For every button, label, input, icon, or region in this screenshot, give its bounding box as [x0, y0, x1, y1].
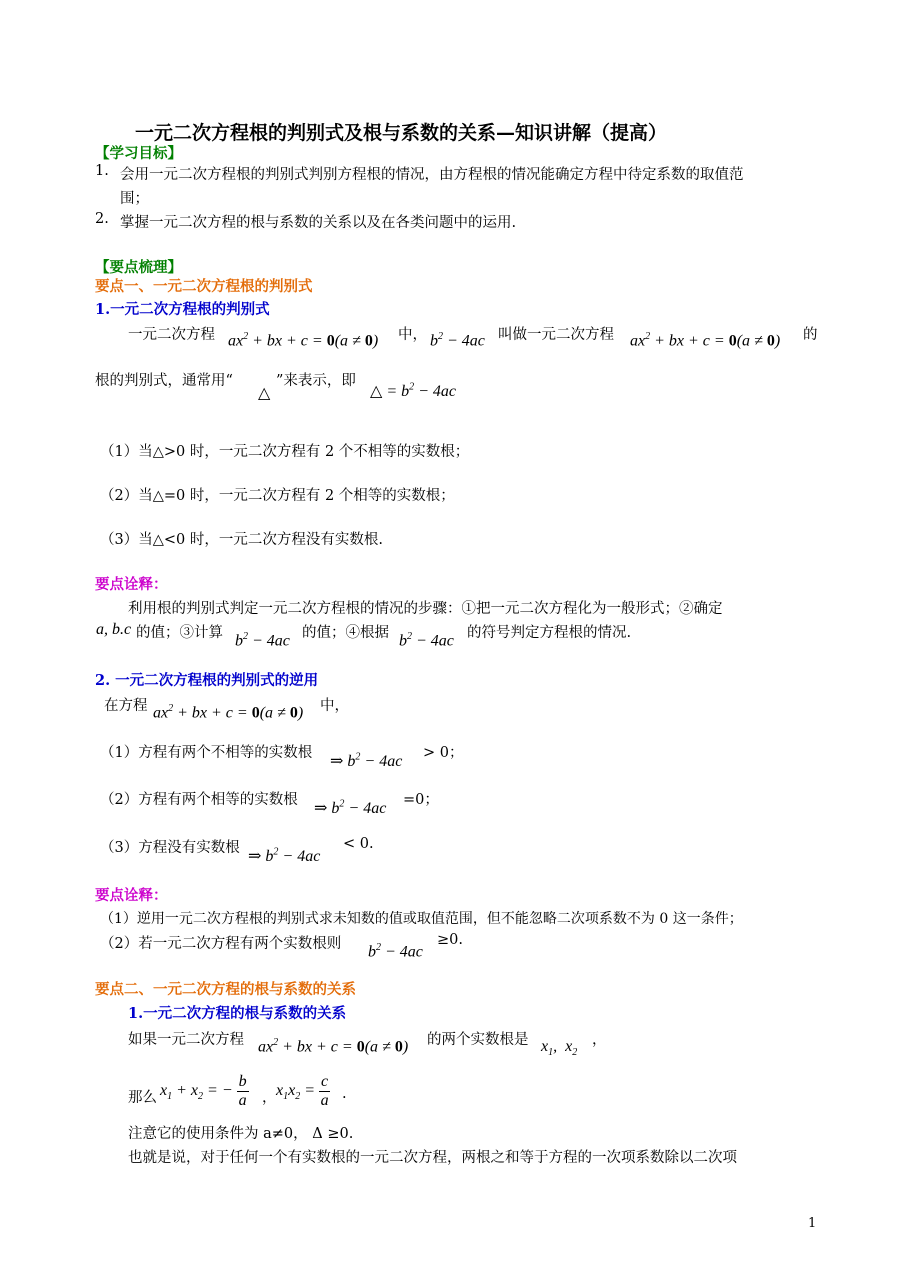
delta-symbol: △ [258, 385, 271, 402]
implies-discriminant: ⇒ $b^2 - 4ac$ [314, 798, 387, 817]
note-line-2-c: 的符号判定方程根的情况. [467, 625, 632, 641]
roots-x1-x2: $x_1$, $x_2$ [541, 1038, 578, 1059]
point-2-subheading-1: 1.一元二次方程的根与系数的关系 [128, 1005, 347, 1022]
note-2-line-2-b: ≥0. [437, 932, 463, 948]
equation-general-form: $ax^2$ + bx + c = 0(a ≠ 0) [630, 331, 781, 350]
discriminant-symbol-text-b: ”来表示，即 [276, 373, 356, 389]
implies-discriminant: ⇒ $b^2 - 4ac$ [248, 846, 321, 865]
note-line-2-a: 的值；③计算 [136, 625, 223, 641]
case-2: （2）当△=0 时，一元二次方程有 2 个相等的实数根； [100, 488, 455, 504]
objective-1-line-2: 围； [120, 191, 149, 207]
point-1-subheading-2: 2. 一元二次方程根的判别式的逆用 [95, 672, 319, 689]
inverse-intro-a: 在方程 [104, 698, 148, 714]
objective-1-line-1: 会用一元二次方程根的判别式判别方程根的情况，由方程根的情况能确定方程中待定系数的取值范 [120, 167, 744, 183]
equation-general-form: $ax^2$ + bx + c = 0(a ≠ 0) [258, 1037, 409, 1056]
definition-text-c: 叫做一元二次方程 [498, 327, 614, 343]
inverse-intro-b: 中， [320, 698, 349, 714]
equation-general-form: $ax^2$ + bx + c = 0(a ≠ 0) [228, 331, 379, 350]
vieta-line-1-a: 如果一元二次方程 [128, 1032, 244, 1048]
point-2-heading: 要点二、一元二次方程的根与系数的关系 [95, 981, 356, 998]
discriminant-expression: $b^2 - 4ac$ [235, 631, 290, 650]
objective-1-number: 1. [95, 163, 109, 179]
note-2-line-1: （1）逆用一元二次方程根的判别式求未知数的值或取值范围，但不能忽略二次项系数不为 0 这一条件； [100, 911, 743, 927]
note-line-1: 利用根的判别式判定一元二次方程根的情况的步骤：①把一元二次方程化为一般形式；②确定 [128, 601, 723, 617]
page-title: 一元二次方程根的判别式及根与系数的关系—知识讲解（提高） [135, 122, 668, 144]
discriminant-expression: $b^2 - 4ac$ [368, 942, 423, 961]
vieta-line-2-c: . [342, 1086, 347, 1102]
inverse-case-2-a: （2）方程有两个相等的实数根 [100, 792, 298, 808]
discriminant-symbol-text-a: 根的判别式，通常用“ [95, 373, 233, 389]
inverse-case-1-b: > 0； [423, 745, 464, 761]
discriminant-formula: △ = $b^2 - 4ac$ [370, 381, 457, 400]
coefficients-abc: a, b.c [96, 621, 132, 638]
case-1: （1）当△>0 时，一元二次方程有 2 个不相等的实数根； [100, 444, 470, 460]
point-1-heading: 要点一、一元二次方程根的判别式 [95, 278, 313, 295]
vieta-line-1-c: ， [592, 1032, 607, 1048]
vieta-explanation: 也就是说，对于任何一个有实数根的一元二次方程，两根之和等于方程的一次项系数除以二次项 [128, 1150, 737, 1166]
page-number: 1 [808, 1216, 817, 1231]
objective-2-number: 2. [95, 211, 109, 227]
inverse-case-1-a: （1）方程有两个不相等的实数根 [100, 745, 313, 761]
vieta-condition: 注意它的使用条件为 a≠0， Δ ≥0. [128, 1126, 354, 1142]
inverse-case-3-b: < 0. [343, 836, 374, 852]
sum-of-roots-formula: $x_1 + x_2$ = − $\frac{b}{a}$ [160, 1073, 247, 1109]
definition-text-d: 的 [803, 327, 818, 343]
inverse-case-2-b: =0； [403, 792, 439, 808]
product-of-roots-formula: $x_1x_2$ = $\frac{c}{a}$ [276, 1073, 329, 1109]
vieta-line-2-a: 那么 [128, 1090, 157, 1106]
equation-general-form: $ax^2$ + bx + c = 0(a ≠ 0) [153, 703, 304, 722]
objective-2-text: 掌握一元二次方程的根与系数的关系以及在各类问题中的运用. [120, 215, 517, 231]
note-2-heading: 要点诠释： [95, 887, 168, 904]
summary-heading: 【要点梳理】 [95, 259, 182, 276]
inverse-case-3-a: （3）方程没有实数根 [100, 840, 240, 856]
discriminant-expression: $b^2 - 4ac$ [430, 331, 485, 350]
note-line-2-b: 的值；④根据 [302, 625, 389, 641]
definition-text-a: 一元二次方程 [128, 327, 215, 343]
point-1-subheading-1: 1.一元二次方程根的判别式 [95, 301, 270, 318]
vieta-line-2-b: ， [262, 1090, 277, 1106]
implies-discriminant: ⇒ $b^2 - 4ac$ [330, 751, 403, 770]
note-heading: 要点诠释： [95, 576, 168, 593]
case-3: （3）当△<0 时，一元二次方程没有实数根. [100, 532, 383, 548]
definition-text-b: 中， [398, 327, 427, 343]
objectives-heading: 【学习目标】 [95, 145, 182, 162]
vieta-line-1-b: 的两个实数根是 [427, 1032, 529, 1048]
note-2-line-2-a: （2）若一元二次方程有两个实数根则 [100, 936, 342, 952]
discriminant-expression: $b^2 - 4ac$ [399, 631, 454, 650]
